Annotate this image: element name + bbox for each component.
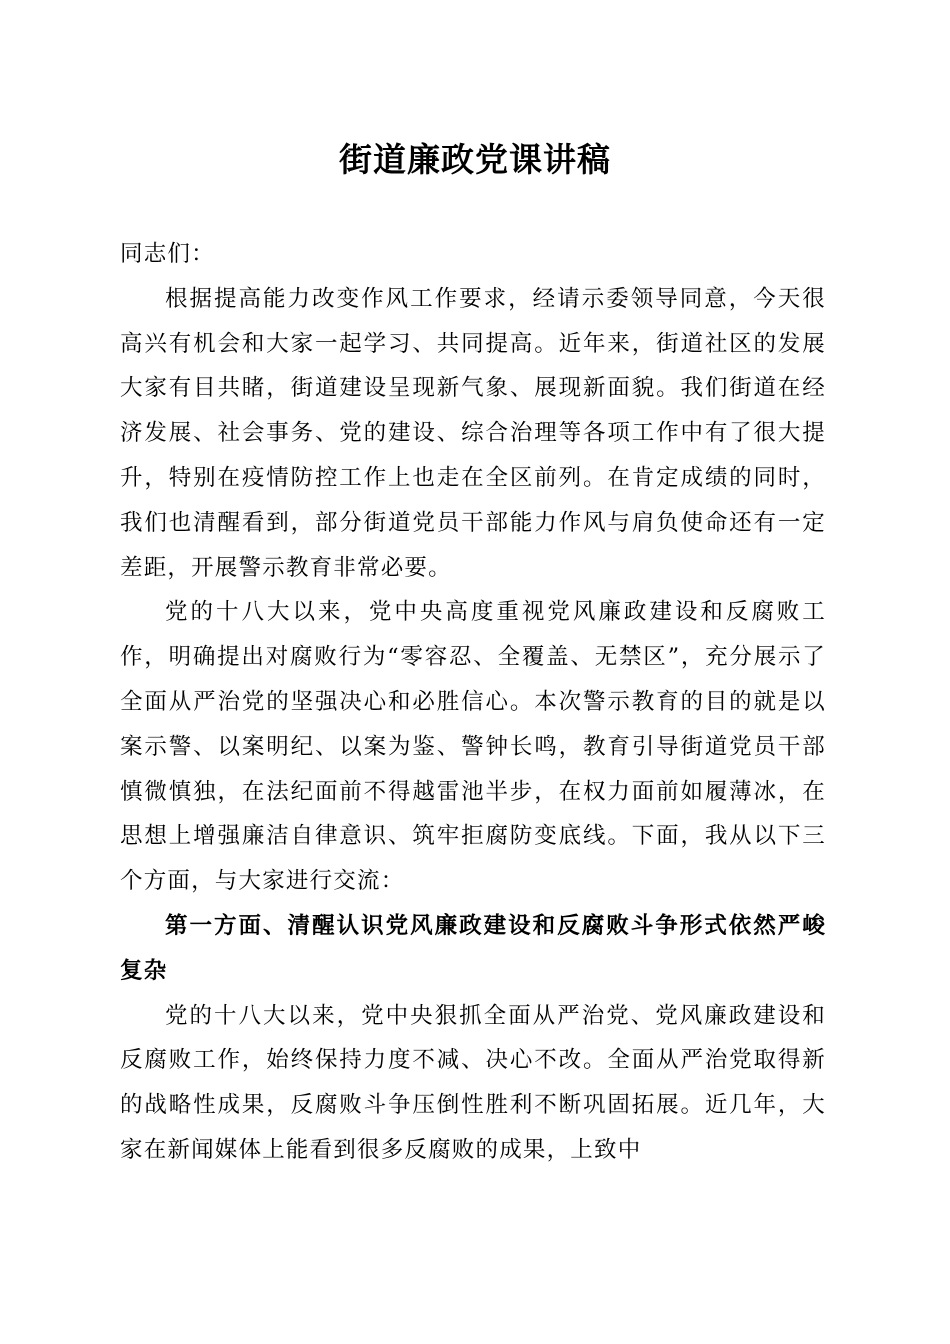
paragraph-background: 党的十八大以来，党中央高度重视党风廉政建设和反腐败工作，明确提出对腐败行为“零容忍、全覆盖、无禁区”，充分展示了全面从严治党的坚强决心和必胜信心。本次警示教育的目的就是以案示警、以案明纪、以案为鉴、警钟长鸣，教育引导街道党员干部慎微慎独，在法纪面前不得越雷池半步，在权力面前如履薄冰，在思想上增强廉洁自律意识、筑牢拒腐防变底线。下面，我从以下三个方面，与大家进行交流： [120, 599, 826, 895]
document-title: 街道廉政党课讲稿 [339, 140, 611, 179]
section-heading: 第一方面、清醒认识党风廉政建设和反腐败斗争形式依然严峻复杂 [120, 912, 826, 984]
paragraph-intro: 根据提高能力改变作风工作要求，经请示委领导同意，今天很高兴有机会和大家一起学习、共同提高。近年来，街道社区的发展大家有目共睹，街道建设呈现新气象、展现新面貌。我们街道在经济发展、社会事务、党的建设、综合治理等各项工作中有了很大提升，特别在疫情防控工作上也走在全区前列。在肯定成绩的同时，我们也清醒看到，部分街道党员干部能力作风与肩负使命还有一定差距，开展警示教育非常必要。 [120, 285, 826, 581]
salutation: 同志们： [120, 241, 215, 267]
section-paragraph: 党的十八大以来，党中央狠抓全面从严治党、党风廉政建设和反腐败工作，始终保持力度不减、决心不改。全面从严治党取得新的战略性成果，反腐败斗争压倒性胜利不断巩固拓展。近几年，大家在新闻媒体上能看到很多反腐败的成果，上致中 [120, 1002, 826, 1163]
document-body [120, 232, 826, 1173]
